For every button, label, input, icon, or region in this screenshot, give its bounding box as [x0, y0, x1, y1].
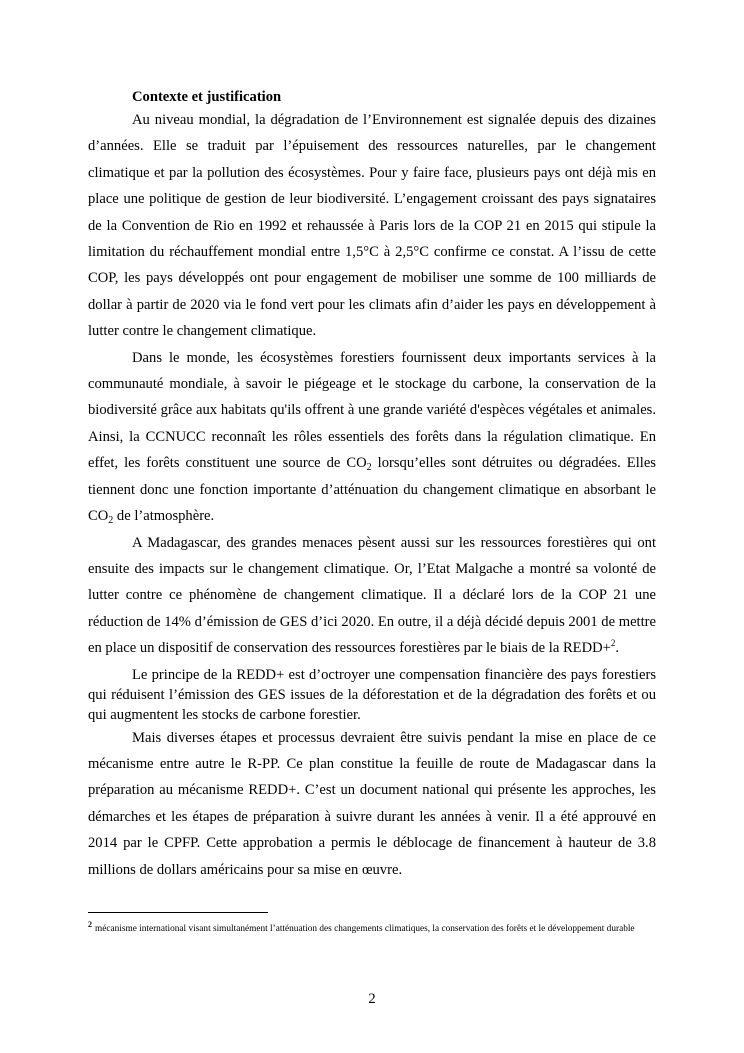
page-number: 2: [368, 991, 376, 1007]
co2-subscript: 2: [366, 462, 372, 474]
footnote-reference: 2: [610, 638, 616, 649]
paragraph-forest-text-a: Dans le monde, les écosystèmes forestiers fournissent deux importants services à la communauté mondiale, à savoir le piégeage et le stockage du carbone, la conservation de la biodiversité grâce aux habitats qu'ils offrent à une grande variété d'espèces végétales et animales. Ainsi, la CCNUCC reconnaît les rôles essentiels des forêts dans la régulation climatique. En effet, les forêts constituent une source de CO: [88, 349, 656, 472]
footnote-text: mécanisme international visant simultanément l’atténuation des changements climatiques, la conservation des forêts et le développement durable: [95, 924, 635, 934]
paragraph-madagascar: [88, 530, 656, 662]
paragraph-forest-text-c: de l’atmosphère.: [113, 508, 215, 525]
body-text: [88, 88, 656, 883]
footnote: [88, 922, 654, 937]
paragraph-rpp-process: Mais diverses étapes et processus devraient être suivis pendant la mise en place de ce mécanisme entre autre le R-PP. Ce plan constitue la feuille de route de Madagascar dans la préparation au mécanisme REDD+. C’est un document national qui présente les approches, les démarches et les étapes de préparation à suivre durant les années à venir. Il a été approuvé en 2014 par le CPFP. Cette approbation a permis le déblocage de financement à hauteur de 3.8 millions de dollars américains pour sa mise en œuvre.: [88, 729, 656, 878]
paragraph-forest-ecosystems: [88, 345, 656, 530]
paragraph-redd-principle: Le principe de la REDD+ est d’octroyer une compensation financière des pays forestiers qui réduisent l’émission des GES issues de la déforestation et de la dégradation des forêts et ou qui augmentent les stocks de carbone forestier.: [88, 666, 656, 723]
section-heading: Contexte et justification: [132, 89, 282, 105]
footnote-separator: [88, 912, 268, 913]
co2-subscript: 2: [108, 515, 114, 527]
paragraph-forest-text-b: lorsqu’elles sont détruites ou dégradées. Elles tiennent donc une fonction importante d’atténuation du changement climatique en absorbant le CO: [88, 455, 656, 525]
paragraph-global-context: Au niveau mondial, la dégradation de l’Environnement est signalée depuis des dizaines d’années. Elle se traduit par l’épuisement des ressources naturelles, par le changement climatique et par la pollution des écosystèmes. Pour y faire face, plusieurs pays ont déjà mis en place une politique de gestion de leur biodiversité. L’engagement croissant des pays signataires de la Convention de Rio en 1992 et rehaussée à Paris lors de la COP 21 en 2015 qui stipule la limitation du réchauffement mondial entre 1,5°C à 2,5°C confirme ce constat. A l’issu de cette COP, les pays développés ont pour engagement de mobiliser une somme de 100 milliards de dollar à partir de 2020 via le fond vert pour les climats afin d’aider les pays en développement à lutter contre le changement climatique.: [88, 112, 656, 340]
footnote-number: 2: [88, 920, 92, 929]
paragraph-madagascar-text-b: .: [615, 640, 620, 657]
paragraph-madagascar-text-a: A Madagascar, des grandes menaces pèsent aussi sur les ressources forestières qui ont ensuite des impacts sur le changement climatique. Or, l’Etat Malgache a montré sa volonté de lutter contre ce phénomène de changement climatique. Il a déclaré lors de la COP 21 une réduction de 14% d’émission de GES d’ici 2020. En outre, il a déjà décidé depuis 2001 de mettre en place un dispositif de conservation des ressources forestières par le biais de la REDD+: [88, 534, 656, 657]
